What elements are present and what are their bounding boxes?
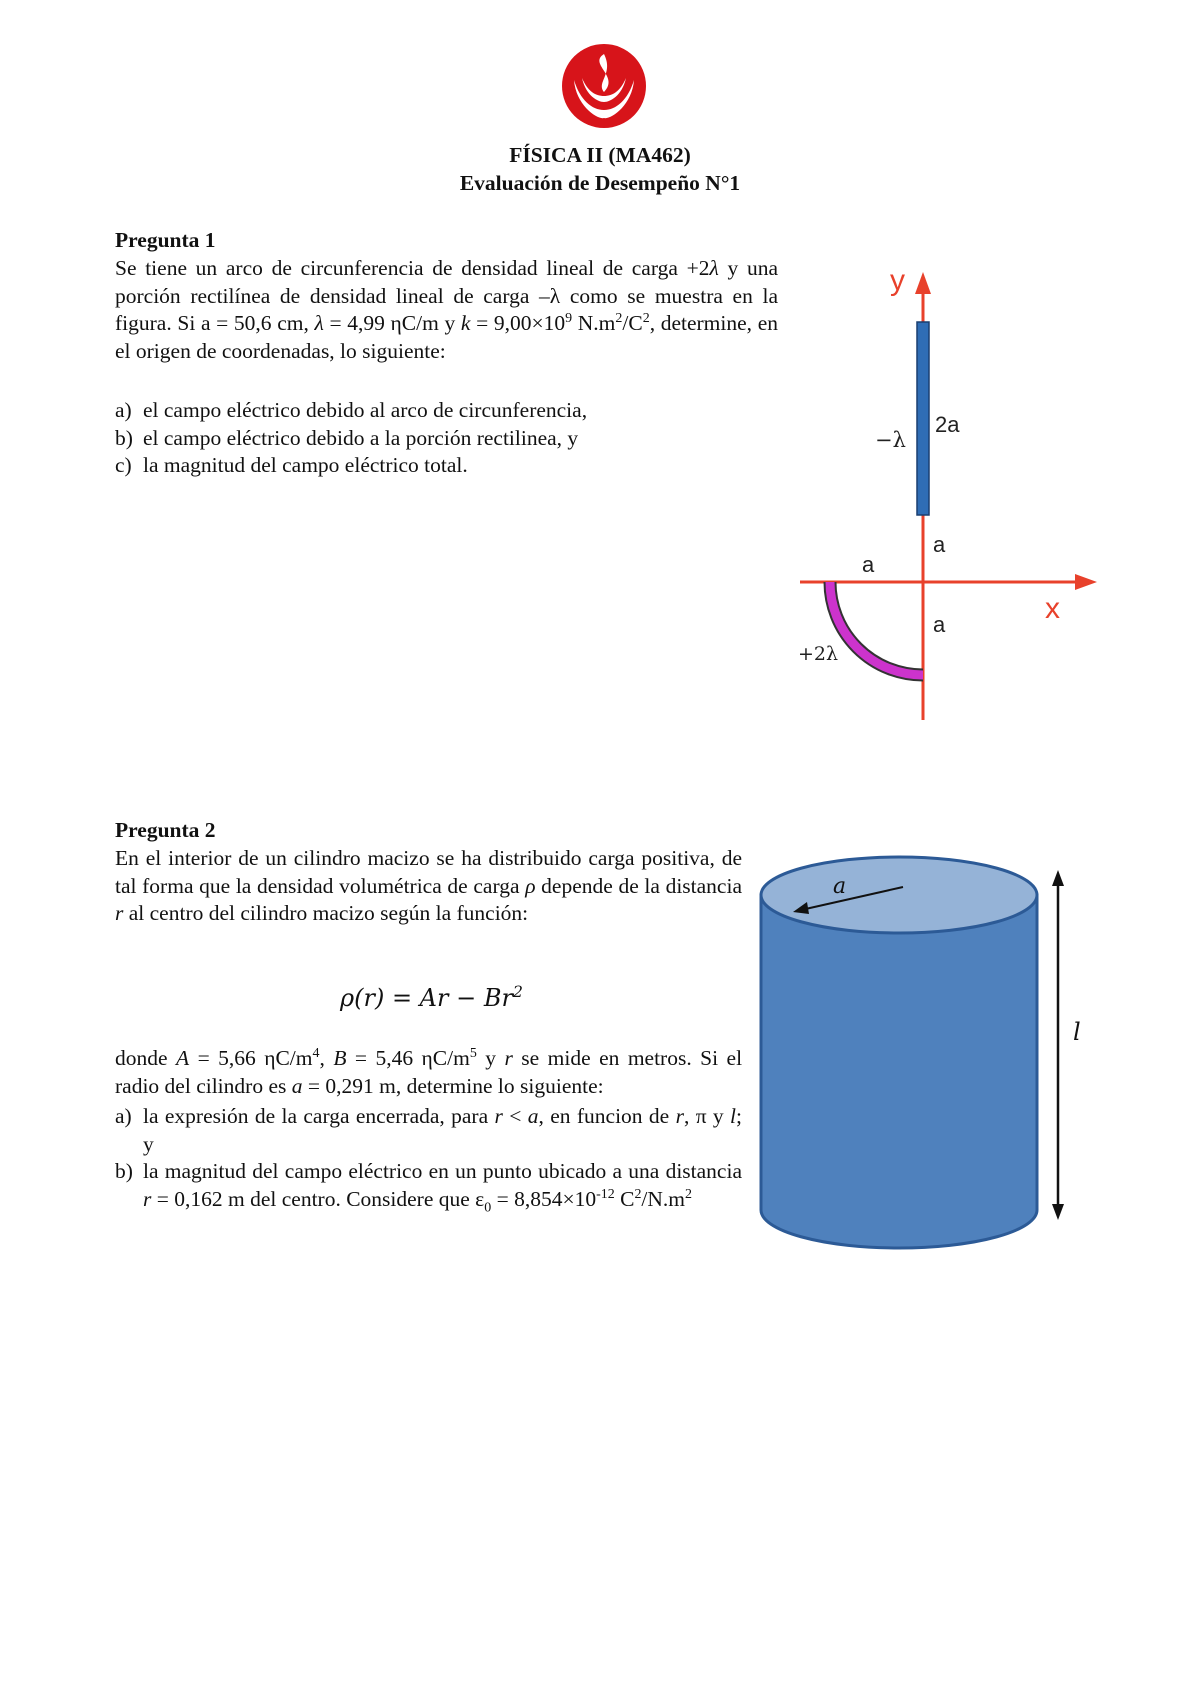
height-arrow-top-icon [1052,870,1064,886]
exam-title: Evaluación de Desempeño N°1 [459,171,741,195]
rod-gap-label: a [933,532,946,557]
charge-density-equation: $\rho(r) = Ar - Br^2$ [340,983,523,1012]
question-1-figure [790,260,1100,730]
x-axis-arrow-icon [1075,574,1097,590]
question-1-statement: Se tiene un arco de circunferencia de densidad lineal de carga +2λ y una porción rectilínea de densidad lineal de carga –λ como se muestra en la figura. Si a = 50,6 cm, λ = 4,99 ηC/m y $k = 9,00\times 10^9$ $N.m^2/C^2$, determine, en el origen de coordenadas, lo siguiente: [115,256,779,363]
arc-y-radius-label: a [933,612,946,637]
height-arrow-bottom-icon [1052,1204,1064,1220]
question-2-statement: En el interior de un cilindro macizo se ha distribuido carga positiva, de tal forma que la densidad volumétrica de carga ρ depende de la distancia r al centro del cilindro macizo según la función: [115,846,742,925]
question-2-items [115,1103,742,1213]
y-axis-arrow-icon [915,272,931,294]
question-2-item-a: a) la expresión de la carga encerrada, para r < a, en funcion de r, π y l; y [115,1104,742,1156]
question-1-item-a: a) el campo eléctrico debido al arco de circunferencia, [115,398,588,422]
question-2-heading: Pregunta 2 [115,818,216,842]
question-1-item-c: c) la magnitud del campo eléctrico total. [115,453,468,477]
course-title: FÍSICA II (MA462) [509,143,691,167]
cylinder-top [761,857,1037,933]
rod-length-label: 2a [935,412,960,437]
arc-charge-label: +2λ [798,643,839,665]
height-label: l [1073,1018,1081,1046]
question-2-figure [755,850,1100,1260]
charged-rod [917,322,929,515]
question-1-item-b: b) el campo eléctrico debido a la porción rectilinea, y [115,425,579,450]
x-axis-label: x [1045,592,1060,625]
question-2-data: donde A = 5,66 $\eta C/m^4$, B = 5,46 $\eta C/m^5$ y r se mide en metros. Si el radio del cilindro es a = 0,291 m, determine lo siguiente: [115,1045,743,1098]
arc-x-radius-label: a [862,552,875,577]
cylinder-body [761,895,1037,1248]
question-2-item-b: b) la magnitud del campo eléctrico en un punto ubicado a una distancia r = 0,162 m del centro. Considere que $\varepsilon_0 = 8,854\times 10^{-12}$ $C^2/N.m^2$ [115,1159,742,1215]
radius-label: a [833,874,847,899]
question-1-items [115,397,778,480]
rod-charge-label: −λ [875,428,906,452]
y-axis-label: y [890,264,905,297]
question-1-heading: Pregunta 1 [115,228,216,252]
upc-flame-logo-icon [558,40,650,132]
charged-arc [830,582,923,675]
